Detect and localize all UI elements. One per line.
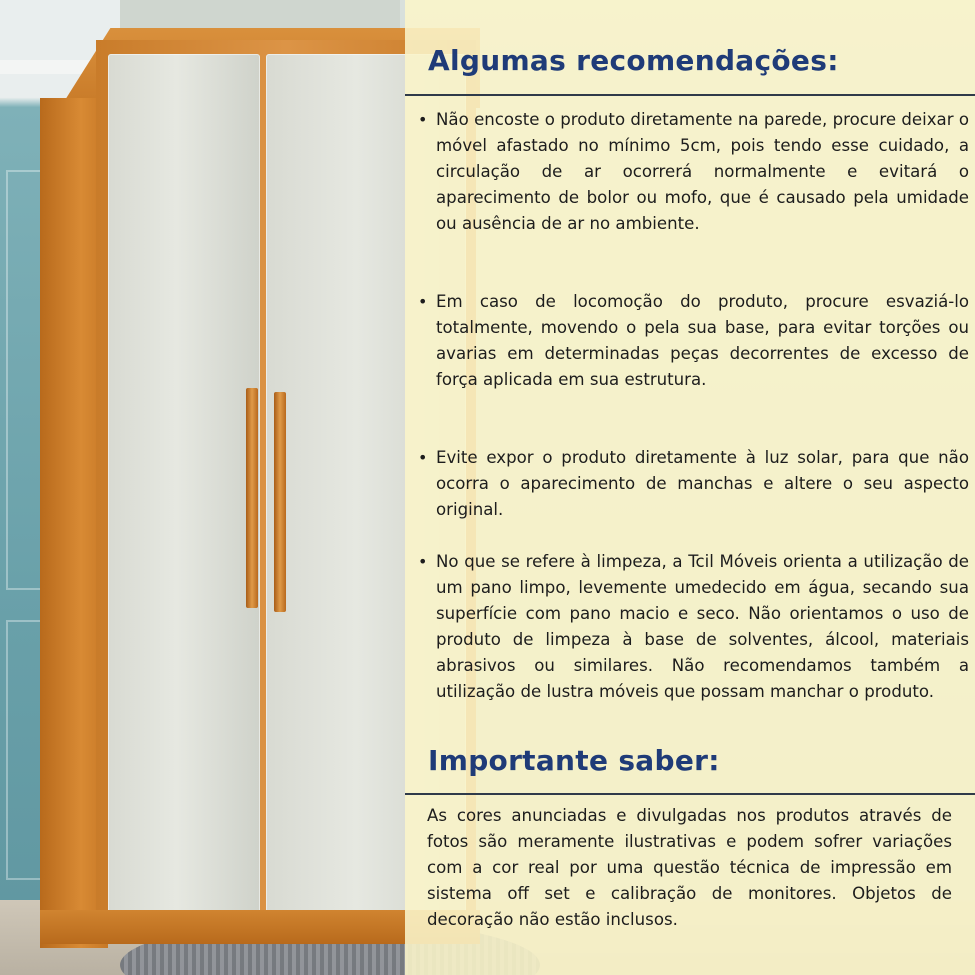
door-handle-right (274, 392, 286, 612)
bullet-icon: • (418, 110, 428, 129)
recommendation-text: No que se refere à limpeza, a Tcil Móveis orienta a utilização de um pano limpo, levemente umedecido em água, secando sua superfície com pano macio e seco. Não orientamos o uso de produto de limpeza à base de solventes, álcool, materiais abrasivos ou similares. Não recomendamos também a utilização de lustra móveis que possam manchar o produto. (436, 552, 969, 701)
important-text: As cores anunciadas e divulgadas nos produtos através de fotos são meramente ilustrativas e podem sofrer variações com a cor real por uma questão técnica de impressão em sistema off set e calibração de monitores. Objetos de decoração não estão inclusos. (427, 806, 952, 929)
recommendations-heading: Algumas recomendações: (428, 44, 839, 77)
recommendation-text: Não encoste o produto diretamente na parede, procure deixar o móvel afastado no mínimo 5cm, pois tendo esse cuidado, a circulação de ar ocorrerá normalmente e evitará o aparecimento de bolor ou mofo, que é causado pela umidade ou ausência de ar no ambiente. (436, 110, 969, 233)
bullet-icon: • (418, 448, 428, 467)
bullet-icon: • (418, 552, 428, 571)
important-heading: Importante saber: (428, 744, 720, 777)
recommendation-item (418, 549, 969, 705)
bullet-icon: • (418, 292, 428, 311)
recommendation-item (418, 107, 969, 237)
door-handle-left (246, 388, 258, 608)
recommendation-text: Em caso de locomoção do produto, procure esvaziá-lo totalmente, movendo o pela sua base, para evitar torções ou avarias em determinadas peças decorrentes de excesso de força aplicada em sua estrutura. (436, 292, 969, 389)
heading-divider (405, 793, 975, 795)
recommendation-text: Evite expor o produto diretamente à luz solar, para que não ocorra o aparecimento de manchas e altere o seu aspecto original. (436, 448, 969, 519)
recommendation-item (418, 445, 969, 523)
recommendation-item (418, 289, 969, 393)
heading-divider (405, 94, 975, 96)
wardrobe-door-left (108, 54, 260, 914)
